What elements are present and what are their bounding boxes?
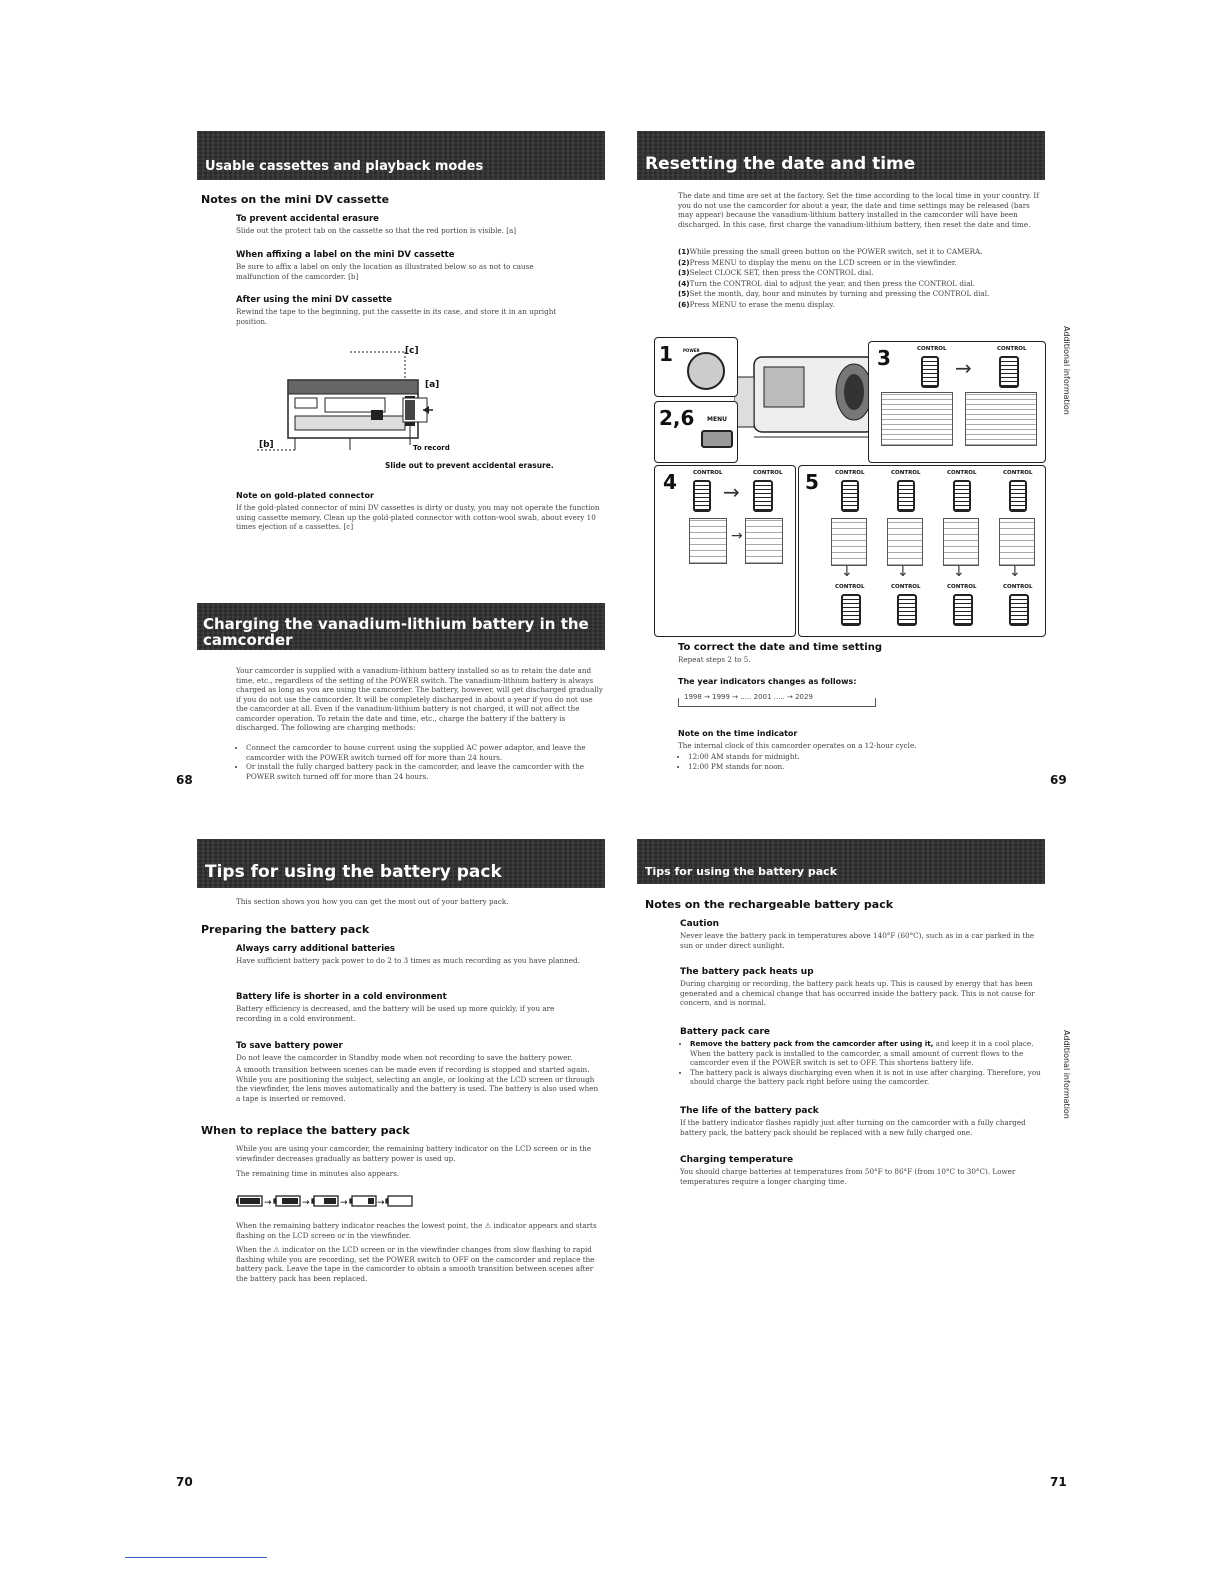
text-after-using: Rewind the tape to the beginning, put the cassette in its case, and store it in an upright position.	[236, 307, 557, 326]
banner-charging	[197, 603, 605, 650]
step-26-box	[654, 401, 738, 463]
step-number: 2,6	[659, 406, 695, 430]
step-3-box	[868, 341, 1046, 463]
power-label: POWER	[683, 348, 700, 353]
heading-replace: When to replace the battery pack	[201, 1124, 410, 1137]
menu-screen	[943, 518, 979, 566]
banner-title: Usable cassettes and playback modes	[205, 159, 484, 174]
figure-caption: Slide out to prevent accidental erasure.	[385, 461, 554, 470]
step-5-box	[798, 465, 1046, 637]
time-bullets	[678, 752, 978, 771]
charging-bullets	[236, 743, 606, 781]
step-1-box	[654, 337, 738, 397]
label-b: [b]	[259, 440, 274, 450]
text-replace-4: When the ⚠ indicator on the LCD screen or in the viewfinder changes from slow flashing to rapid flashing while you are recording, set the POWER switch to OFF on the camcorder and replace the battery pack. Leave the tape in the camcorder to obtain a smooth transition between scenes after the battery pack has been replaced.	[236, 1245, 595, 1283]
banner-tips-battery	[197, 839, 605, 888]
menu-screen	[831, 518, 867, 566]
menu-label: MENU	[707, 416, 727, 423]
page-number: 69	[1050, 773, 1067, 787]
banner-tips-battery	[637, 839, 1045, 884]
text-affix-label: Be sure to affix a label on only the location as illustrated below so as not to cause malfunction of the camcorder. [b]	[236, 262, 534, 281]
side-label: Additional information	[1062, 326, 1071, 415]
text-caution: Never leave the battery pack in temperatures above 140°F (60°C), such as in a car parked in the sun or under direct sunlight.	[680, 931, 1035, 950]
step-number: 1	[659, 342, 673, 366]
year-loop-line	[678, 698, 876, 707]
control-press-icon	[753, 480, 773, 512]
heading-care: Battery pack care	[680, 1027, 770, 1037]
step-4-box	[654, 465, 796, 637]
care-bullets	[680, 1039, 1046, 1087]
list-item: • 12:00 AM stands for midnight.	[688, 752, 978, 762]
page-number: 70	[176, 1475, 193, 1489]
banner-title: Tips for using the battery pack	[645, 865, 838, 878]
control-dial-icon	[1009, 480, 1027, 512]
banner-title: Tips for using the battery pack	[205, 862, 502, 882]
control-label: CONTROL	[753, 470, 783, 476]
label-to-record: To record	[413, 444, 450, 452]
page-number: 71	[1050, 1475, 1067, 1489]
list-item: • Or install the fully charged battery pack in the camcorder, and leave the camcorder with the POWER switch turned off for more than 24 hours.	[246, 762, 606, 781]
control-label: CONTROL	[835, 584, 865, 590]
control-press-icon	[897, 594, 917, 626]
arrow-right-icon: →	[731, 528, 743, 544]
text-heats-up: During charging or recording, the battery pack heats up. This is caused by energy that has been generated and a chemical change that has occurred inside the battery pack. This is not cause for concern, and is normal.	[680, 979, 1035, 1007]
heading-save-power: To save battery power	[236, 1041, 343, 1051]
banner-usable-cassettes	[197, 131, 605, 180]
heading-correct: To correct the date and time setting	[678, 642, 882, 653]
control-label: CONTROL	[891, 584, 921, 590]
menu-screen	[881, 392, 953, 446]
control-label: CONTROL	[997, 346, 1027, 352]
cassette-drawing	[255, 340, 575, 475]
side-label: Additional information	[1062, 1030, 1071, 1119]
menu-screen	[689, 518, 727, 564]
heading-carry: Always carry additional batteries	[236, 944, 395, 954]
step-item: (4)Turn the CONTROL dial to adjust the year, and then press the CONTROL dial.	[678, 278, 976, 288]
battery-indicator-sequence	[236, 1193, 416, 1209]
text-charging: Your camcorder is supplied with a vanadium-lithium battery installed so as to retain the date and time, etc., regardless of the setting of the POWER switch. The vanadium-lithium battery is always charged as long as you are using the camcorder. The battery, however, will get discharged gradually if you do not use the camcorder. It will be completely discharged in about a year if you do not use the camcorder at all. Even if the vanadium-lithium battery is not charged, it will not affect the camcorder operation. To retain the date and time, etc., charge the battery if the battery is discharged. The following are charging methods:	[236, 666, 603, 732]
svg-text:→: →	[302, 1198, 310, 1208]
heading-time-indicator: Note on the time indicator	[678, 729, 798, 738]
list-item: • Remove the battery pack from the camcorder after using it, and keep it in a cool place. When the battery pack is installed to the camcorder, a small amount of current flows to the camcorder even if the POWER switch is set to OFF. This shortens battery life.	[690, 1039, 1046, 1068]
arrow-down-icon: ↓	[1009, 564, 1021, 580]
arrow-down-icon: ↓	[841, 564, 853, 580]
section-title: Notes on the mini DV cassette	[201, 193, 390, 206]
text-gold-connector: If the gold-plated connector of mini DV cassettes is dirty or dusty, you may not operate the function using cassette memory. Clean up the gold-plated connector with cotton-wool swab, about every 10 times ejection of a cassettes. [c]	[236, 503, 600, 531]
step-number: 3	[877, 346, 891, 370]
battery-icons	[236, 1193, 416, 1209]
banner-title: Charging the vanadium-lithium battery in the camcorder	[203, 615, 589, 649]
section-title: Notes on the rechargeable battery pack	[645, 898, 894, 911]
text-prevent-erasure: Slide out the protect tab on the cassette so that the red portion is visible. [a]	[236, 226, 517, 235]
list-item: • Connect the camcorder to house current using the supplied AC power adaptor, and leave the camcorder with the POWER switch turned off for more than 24 hours.	[246, 743, 606, 762]
heading-year-indicators: The year indicators changes as follows:	[678, 677, 857, 686]
control-label: CONTROL	[947, 584, 977, 590]
label-c: [c]	[405, 346, 419, 356]
text-cold: Battery efficiency is decreased, and the battery will be used up more quickly, if you are recording in a cold environment.	[236, 1004, 555, 1023]
control-dial-icon	[693, 480, 711, 512]
control-label: CONTROL	[1003, 470, 1033, 476]
text-carry: Have sufficient battery pack power to do 2 to 3 times as much recording as you have planned.	[236, 956, 580, 965]
control-press-icon	[1009, 594, 1029, 626]
control-dial-icon	[921, 356, 939, 388]
steps-list	[678, 247, 1048, 310]
heading-charging-temp: Charging temperature	[680, 1155, 794, 1165]
year-sequence: 1998 → 1999 → ..... 2001 ..... → 2029	[684, 693, 813, 701]
menu-screen	[999, 518, 1035, 566]
svg-text:→: →	[340, 1198, 348, 1208]
control-dial-icon	[953, 480, 971, 512]
step-item: (2)Press MENU to display the menu on the LCD screen or in the viewfinder.	[678, 257, 957, 267]
arrow-right-icon: →	[955, 356, 972, 380]
control-dial-icon	[841, 480, 859, 512]
control-label: CONTROL	[693, 470, 723, 476]
heading-heats-up: The battery pack heats up	[680, 967, 814, 977]
text-charging-temp: You should charge batteries at temperatures from 50°F to 86°F (from 10°C to 30°C). Lower temperatures require a longer charging time.	[680, 1167, 1016, 1186]
heading-life: The life of the battery pack	[680, 1106, 819, 1116]
step-item: (3)Select CLOCK SET, then press the CONTROL dial.	[678, 268, 874, 277]
cassette-illustration	[255, 340, 575, 475]
list-item: • The battery pack is always discharging even when it is not in use after charging. Therefore, you should charge the battery pack right before using the camcorder.	[690, 1068, 1046, 1087]
heading-cold: Battery life is shorter in a cold environment	[236, 992, 447, 1002]
step-number: 4	[663, 470, 677, 494]
control-press-icon	[999, 356, 1019, 388]
menu-screen	[887, 518, 923, 566]
control-dial-icon	[897, 480, 915, 512]
control-press-icon	[841, 594, 861, 626]
heading-affix-label: When affixing a label on the mini DV cassette	[236, 250, 455, 260]
control-label: CONTROL	[917, 346, 947, 352]
text-life: If the battery indicator flashes rapidly just after turning on the camcorder with a fully charged battery pack, the battery pack should be replaced with a new fully charged one.	[680, 1118, 1026, 1137]
menu-button-icon	[701, 430, 733, 448]
page-number: 68	[176, 773, 193, 787]
label-a: [a]	[425, 380, 440, 390]
text-intro: The date and time are set at the factory. Set the time according to the local time in your country. If you do not use the camcorder for about a year, the date and time settings may be released (bars may appear) because the vanadium-lithium battery installed in the camcorder will have been discharged. In this case, first charge the vanadium-lithium battery, then reset the date and time.	[678, 191, 1039, 229]
list-item: • 12:00 PM stands for noon.	[688, 762, 978, 772]
control-label: CONTROL	[947, 470, 977, 476]
camcorder-figure	[654, 337, 1046, 635]
text-intro: This section shows you how you can get the most out of your battery pack.	[236, 897, 509, 906]
text-save-power-1: Do not leave the camcorder in Standby mode when not recording to save the battery power.	[236, 1053, 573, 1062]
arrow-down-icon: ↓	[953, 564, 965, 580]
text-replace-2: The remaining time in minutes also appears.	[236, 1169, 400, 1178]
text-time-indicator: The internal clock of this camcorder operates on a 12-hour cycle.	[678, 741, 917, 750]
heading-gold-connector: Note on gold-plated connector	[236, 491, 374, 500]
text-correct: Repeat steps 2 to 5.	[678, 655, 751, 664]
step-item: (5)Set the month, day, hour and minutes by turning and pressing the CONTROL dial.	[678, 289, 990, 298]
arrow-down-icon: ↓	[897, 564, 909, 580]
arrow-right-icon: →	[723, 480, 740, 504]
step-item: (1)While pressing the small green button on the POWER switch, set it to CAMERA.	[678, 247, 983, 256]
text-save-power-2: A smooth transition between scenes can be made even if recording is stopped and started again. While you are positioning the subject, selecting an angle, or looking at the LCD screen or through the viewfinder, the lens moves automatically and the battery is used. The battery is also used when a tape is inserted or removed.	[236, 1065, 599, 1103]
heading-preparing: Preparing the battery pack	[201, 923, 370, 936]
menu-screen	[965, 392, 1037, 446]
control-label: CONTROL	[891, 470, 921, 476]
svg-text:→: →	[377, 1198, 385, 1208]
control-label: CONTROL	[1003, 584, 1033, 590]
heading-after-using: After using the mini DV cassette	[236, 295, 393, 305]
banner-title: Resetting the date and time	[645, 154, 916, 174]
control-label: CONTROL	[835, 470, 865, 476]
step-item: (6)Press MENU to erase the menu display.	[678, 299, 835, 309]
control-press-icon	[953, 594, 973, 626]
step-number: 5	[805, 470, 819, 494]
footer-rule	[125, 1557, 267, 1558]
menu-screen	[745, 518, 783, 564]
heading-caution: Caution	[680, 919, 720, 929]
text-replace-1: While you are using your camcorder, the remaining battery indicator on the LCD screen or in the viewfinder decreases gradually as battery power is used up.	[236, 1144, 592, 1163]
banner-resetting-date	[637, 131, 1045, 180]
text-replace-3: When the remaining battery indicator reaches the lowest point, the ⚠ indicator appears and starts flashing on the LCD screen or in the viewfinder.	[236, 1221, 597, 1240]
heading-prevent-erasure: To prevent accidental erasure	[236, 214, 379, 224]
power-dial-icon	[687, 352, 725, 390]
svg-text:→: →	[264, 1198, 272, 1208]
